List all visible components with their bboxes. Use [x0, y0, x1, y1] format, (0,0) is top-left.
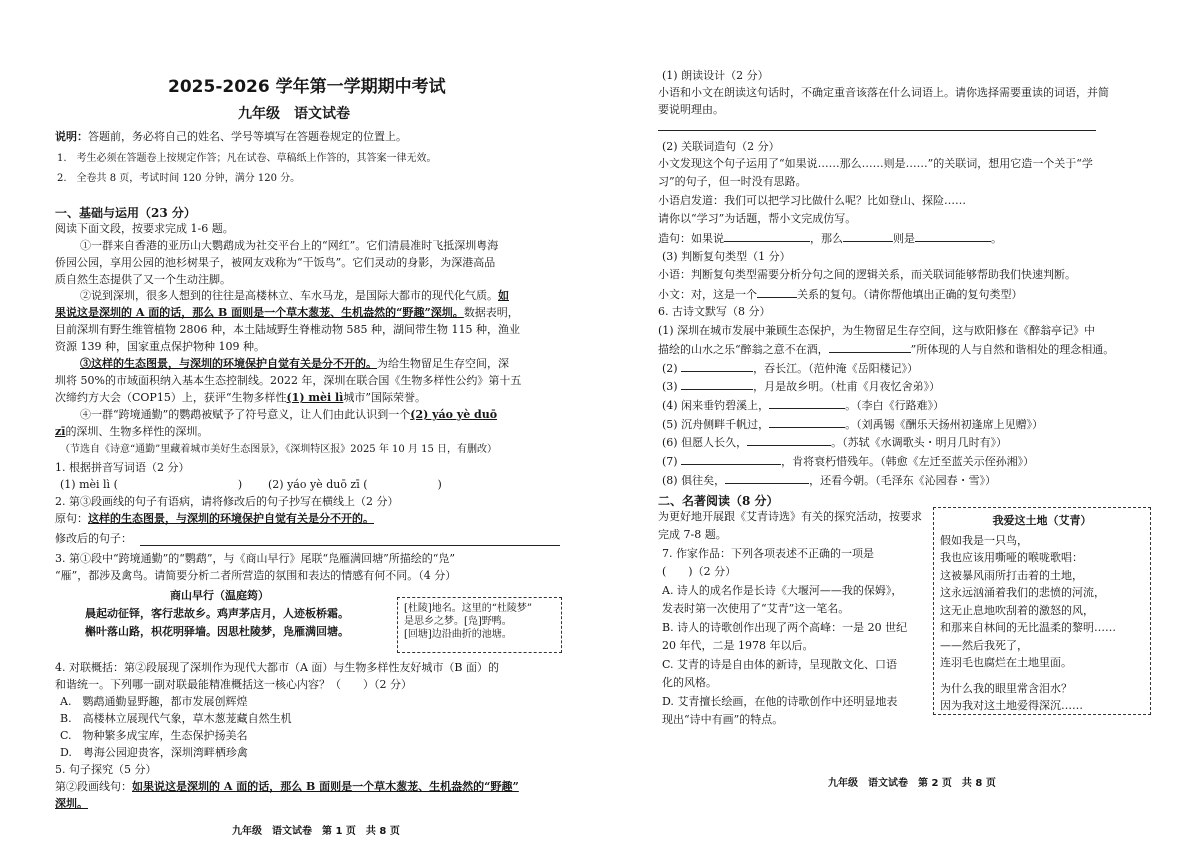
instructions-text: 答题前，务必将自己的姓名、学号等填写在答题卷规定的位置上。 — [88, 130, 407, 143]
q5-2-line3: 小语启发道：我们可以把学习比做什么呢？比如登山、探险…… — [658, 194, 966, 207]
q1-part-a — [60, 478, 242, 492]
poem-line: 假如我是一只鸟， — [940, 533, 1028, 547]
q6-8-text-b: ，还看今朝。（毛泽东《沁园春・雪》） — [809, 474, 997, 487]
q7-option-d-line2: 现出“诗中有画”的特点。 — [662, 713, 784, 726]
para3-line3 — [55, 391, 426, 405]
para3-text: 为给生物留足生存空间，深 — [377, 357, 509, 370]
q6-8-text-a: (8) 俱往矣， — [662, 474, 726, 487]
q6-3-blank[interactable] — [681, 379, 753, 390]
para4-text: ④一群“跨境通勤”的鹦鹉被赋予了符号意义，让人们由此认识到一个 — [80, 408, 411, 421]
frame-blank-2[interactable] — [843, 231, 893, 242]
q1-a-label: (1) mèi lì ( — [60, 478, 118, 491]
q6-4-blank[interactable] — [769, 398, 845, 409]
para3-line2: 圳将 50%的市域面积纳入基本生态控制线。2022 年，深圳在联合国《生物多样性公约》第十五 — [55, 374, 522, 387]
instructions-label: 说明： — [55, 130, 88, 143]
pinyin-blank-2-end: zī — [55, 425, 66, 438]
para2-underline-start: 如 — [498, 289, 509, 302]
q1-part-b — [268, 478, 442, 492]
section-2-intro-line2: 完成 7-8 题。 — [658, 528, 727, 541]
q5-3-line1: 小语：判断复句类型需要分析分句之间的逻辑关系，而关联词能够帮助我们快速判断。 — [658, 268, 1076, 281]
poem-line: 这永远汹涌着我们的悲愤的河流， — [940, 586, 1105, 599]
q6-1-blank[interactable] — [829, 342, 911, 353]
question-2: 2. 第③段画线的句子有语病，请将修改后的句子抄写在横线上（2 分） — [55, 495, 399, 508]
q1-b-end: ) — [437, 478, 442, 491]
poem-line: 这被暴风雨所打击着的土地， — [940, 568, 1083, 582]
poem-gloss-box — [397, 597, 562, 653]
q6-8 — [662, 473, 996, 488]
q6-6-blank[interactable] — [747, 435, 831, 446]
question-3-line2: “雁”，都涉及禽鸟。请简要分析二者所营造的氛围和表达的情感有何不同。（4 分） — [55, 569, 457, 582]
poem-box-title: 我爱这土地（艾青） — [992, 514, 1092, 527]
para2-line2 — [55, 306, 519, 320]
rule-2: 2. 全卷共 8 页，考试时间 120 分钟，满分 120 分。 — [57, 173, 301, 184]
para2-line3: 目前深圳有野生维管植物 2806 种，本土陆域野生脊椎动物 585 种，湖间带生物 115 种，渔业 — [55, 323, 520, 336]
page-2-footer: 九年级 语文试卷 第 2 页 共 8 页 — [828, 778, 996, 789]
q5-3-line2 — [658, 287, 1023, 302]
question-5: 5. 句子探究（5 分） — [55, 763, 157, 776]
q5-2-heading: (2) 关联词造句（2 分） — [662, 140, 780, 153]
question-4-line2: 和谐统一。下列哪一副对联最能精准概括这一核心内容？（ ）（2 分） — [55, 678, 412, 691]
q7-option-b-line1: B. 诗人的诗歌创作出现了两个高峰：一是 20 世纪 — [662, 621, 908, 634]
page-1-footer: 九年级 语文试卷 第 1 页 共 8 页 — [232, 826, 400, 837]
q5-1-heading: (1) 朗读设计（2 分） — [662, 69, 769, 82]
gloss-line-2: 是思乡之梦。[凫]野鸭。 — [404, 616, 512, 627]
q6-7-text: ，肯将衰朽惜残年。（韩愈《左迁至蓝关示侄孙湘》） — [781, 455, 1035, 468]
q1-a-end: ) — [237, 478, 243, 491]
poem-line: 连羽毛也腐烂在土地里面。 — [940, 656, 1072, 669]
q6-5-blank[interactable] — [769, 417, 845, 428]
q6-3-num: (3) — [662, 380, 678, 393]
question-1: 1. 根据拼音写词语（2 分） — [55, 461, 190, 474]
q6-6 — [662, 435, 1007, 450]
source-citation: （节选自《诗意“通勤”里藏着城市美好生态图景》，《深圳特区报》2025 年 10 月 15 日，有删改） — [60, 444, 498, 455]
section-1-heading: 一、基础与运用（23 分） — [55, 206, 196, 220]
q5-3-text-b: 关系的复句。（请你帮他填出正确的复句类型） — [797, 288, 1023, 301]
q6-5-text-a: (5) 沉舟侧畔千帆过， — [662, 418, 770, 431]
q6-4-text-a: (4) 闲来垂钓碧溪上， — [662, 399, 770, 412]
para4-line2 — [55, 425, 208, 439]
q5-2-sentence-frame — [658, 231, 1002, 246]
section-2-intro-line1: 为更好地开展跟《艾青诗选》有关的探究活动，按要求 — [658, 510, 922, 523]
question-7-line2: ( )（2 分） — [662, 565, 737, 578]
para2-line4: 资源 139 种，国家重点保护物种 109 种。 — [55, 340, 265, 353]
q6-6-text-a: (6) 但愿人长久， — [662, 436, 748, 449]
q7-option-c-line2: 化的风格。 — [662, 676, 717, 689]
q5-1-line2: 要说明理由。 — [658, 103, 724, 116]
para2-data-intro: 数据表明， — [463, 306, 519, 319]
poem-line: ——然后我死了， — [940, 638, 1028, 652]
q7-option-a-line1: A. 诗人的成名作是长诗《大堰河——我的保姆》， — [662, 584, 903, 597]
q6-3-text: ，月是故乡明。（杜甫《月夜忆舍弟》） — [753, 380, 941, 393]
frame-part-b: ，那么 — [810, 232, 843, 245]
pinyin-blank-1: (1) mèi lì — [286, 391, 344, 404]
section-2-heading: 二、名著阅读（8 分） — [658, 494, 779, 508]
q5-2-line1: 小文发现这个句子运用了“如果说……那么……则是……”的关联词，想用它造一个关于“学 — [658, 157, 1093, 170]
q5-3-text-a: 小文：对，这是一个 — [658, 288, 757, 301]
poem-line-1: 晨起动征铎，客行悲故乡。鸡声茅店月，人迹板桥霜。 — [85, 607, 349, 620]
q1-b-label: (2) yáo yè duō zī ( — [268, 478, 368, 491]
frame-part-a: 造句：如果说 — [658, 232, 724, 245]
question-4-line1: 4. 对联概括：第②段展现了深圳作为现代大都市（A 面）与生物多样性友好城市（B 面）的 — [55, 661, 500, 674]
para3-underlined-sentence: ③这样的生态图景，与深圳的环境保护自觉有关是分不开的。 — [80, 357, 377, 370]
q2-answer-line[interactable] — [140, 545, 560, 546]
gloss-line-1: [杜陵]地名。这里的“杜陵梦” — [404, 603, 533, 614]
q5-1-line1: 小语和小文在朗读这句话时，不确定重音该落在什么词语上。请你选择需要重读的词语，并简 — [658, 86, 1109, 99]
q6-2-text: ，吞长江。（范仲淹《岳阳楼记》） — [753, 362, 919, 375]
q6-2 — [662, 361, 918, 376]
rule-1: 1. 考生必须在答题卷上按规定作答；凡在试卷、草稿纸上作答的，其答案一律无效。 — [57, 153, 437, 164]
para3-text-a: 次缔约方大会（COP15）上，获评“生物多样性 — [55, 391, 287, 404]
q6-5 — [662, 417, 1043, 432]
para1-line3: 质自然生态提供了又一个生动注脚。 — [55, 273, 231, 286]
q6-1-line1: (1) 深圳在城市发展中兼顾生态保护，为生物留足生存空间，这与欧阳修在《醉翁亭记》中 — [658, 324, 1096, 337]
q5-2-line4: 请你以“学习”为话题，帮小文完成仿写。 — [658, 212, 857, 225]
poem-line — [940, 672, 1144, 680]
q2-revised-label: 修改后的句子： — [55, 532, 132, 545]
q6-7-num: (7) — [662, 455, 678, 468]
q5-3-heading: (3) 判断复句类型（1 分） — [662, 250, 791, 263]
exam-title: 2025-2026 学年第一学期期中考试 — [168, 77, 446, 97]
poem-title: 商山早行（温庭筠） — [170, 589, 269, 602]
q4-option-d: D. 粤海公园迎贵客，深圳湾畔栖珍禽 — [60, 746, 248, 759]
q5-underlined-sentence: 如果说这是深圳的 A 面的话，那么 B 面则是一个草木葱茏、生机盎然的“野趣” — [132, 780, 519, 793]
q5-label: 第②段画线句： — [55, 780, 132, 793]
q2-original-label: 原句： — [55, 512, 88, 525]
poem-box — [933, 507, 1151, 715]
para2-text: ②说到深圳，很多人想到的往往是高楼林立、车水马龙，是国际大都市的现代化气质。 — [80, 289, 498, 302]
poem-line: 因为我对这土地爱得深沉…… — [940, 699, 1083, 712]
question-7-line1: 7. 作家作品：下列各项表述不正确的一项是 — [662, 547, 874, 560]
para4-line1 — [80, 408, 497, 422]
q6-7 — [662, 454, 1034, 469]
q4-option-a: A. 鹦鹉通勤显野趣，都市发展创辉煌 — [60, 695, 248, 708]
frame-part-d: 。 — [991, 232, 1002, 245]
pinyin-blank-2: (2) yáo yè duō — [410, 408, 498, 421]
q6-1-line2 — [658, 342, 1114, 357]
question-3-line1: 3. 第①段中“跨境通勤”的“鹦鹉”，与《商山早行》尾联“凫雁满回塘”所描绘的“凫” — [55, 552, 455, 565]
q7-option-b-line2: 20 年代，二是 1978 年以后。 — [662, 639, 814, 652]
q7-option-c-line1: C. 艾青的诗是自由体的新诗，呈现散文化、口语 — [662, 658, 898, 671]
q7-option-a-line2: 发表时第一次使用了“艾青”这一笔名。 — [662, 602, 850, 615]
para3-text-b: 城市”国际荣誉。 — [343, 391, 426, 404]
gloss-line-3: [回塘]边沿曲折的池塘。 — [404, 629, 512, 640]
q5-2-line2: 习”的句子，但一时没有思路。 — [658, 175, 807, 188]
exam-page-2 — [600, 0, 1200, 848]
poem-line: 这无止息地吹刮着的激怒的风， — [940, 603, 1094, 617]
q6-2-num: (2) — [662, 362, 678, 375]
para3-line1 — [80, 357, 509, 371]
poem-line: 为什么我的眼里常含泪水？ — [940, 681, 1072, 695]
q6-5-text-b: 。（刘禹锡《酬乐天扬州初逢席上见赠》） — [845, 418, 1044, 431]
q5-line1 — [55, 780, 519, 794]
para1-line2: 侨园公园，享用公园的池杉树果子，被网友戏称为“干饭鸟”。它们灵动的身影，为深港高品 — [55, 256, 496, 269]
exam-subtitle: 九年级 语文试卷 — [238, 106, 350, 122]
q6-6-text-b: 。（苏轼《水调歌头・明月几时有》） — [831, 436, 1008, 449]
frame-blank-3[interactable] — [915, 231, 991, 242]
q2-original-sentence: 这样的生态图景，与深圳的环境保护自觉有关是分不开的。 — [88, 512, 374, 525]
para4-text-b: 的深圳、生物多样性的深圳。 — [65, 425, 209, 438]
frame-part-c: 则是 — [893, 232, 915, 245]
instructions — [55, 130, 407, 144]
poem-line: 我也应该用嘶哑的喉咙歌唱： — [940, 551, 1083, 564]
q6-1-text-b: ”所体现的人与自然和谐相处的理念相通。 — [910, 343, 1115, 356]
para1-line1: ①一群来自香港的亚历山大鹦鹉成为社交平台上的“网红”。它们清晨准时飞抵深圳粤海 — [80, 239, 499, 252]
q5-3-blank[interactable] — [757, 287, 797, 298]
q5-line2: 深圳。 — [55, 797, 88, 810]
para2-underlined-sentence: 果说这是深圳的 A 面的话，那么 B 面则是一个草木葱茏、生机盎然的“野趣”深圳。 — [55, 306, 464, 319]
q6-4-text-b: 。（李白《行路难》） — [845, 399, 945, 412]
q6-2-blank[interactable] — [681, 361, 753, 372]
question-6: 6. 古诗文默写（8 分） — [658, 305, 771, 318]
q6-4 — [662, 398, 944, 413]
q7-option-d-line1: D. 艾青擅长绘画，在他的诗歌创作中还明显地表 — [662, 695, 898, 708]
poem-line-2: 槲叶落山路，枳花明驿墙。因思杜陵梦，凫雁满回塘。 — [85, 625, 349, 638]
poem-line: 和那来自林间的无比温柔的黎明…… — [940, 621, 1116, 634]
q4-option-c: C. 物种繁多成宝库，生态保护扬美名 — [60, 729, 248, 742]
frame-blank-1[interactable] — [724, 231, 810, 242]
reading-intro: 阅读下面文段，按要求完成 1-6 题。 — [55, 222, 234, 235]
q6-3 — [662, 379, 940, 394]
q2-original — [55, 512, 374, 526]
q6-7-blank[interactable] — [681, 454, 781, 465]
q6-1-text-a: 描绘的山水之乐“醉翁之意不在酒， — [658, 343, 829, 356]
q6-8-blank[interactable] — [725, 473, 809, 484]
q5-1-answer-line[interactable] — [658, 130, 1096, 131]
q4-option-b: B. 高楼林立展现代气象，草木葱茏藏自然生机 — [60, 712, 292, 725]
para2-line1 — [80, 289, 509, 303]
